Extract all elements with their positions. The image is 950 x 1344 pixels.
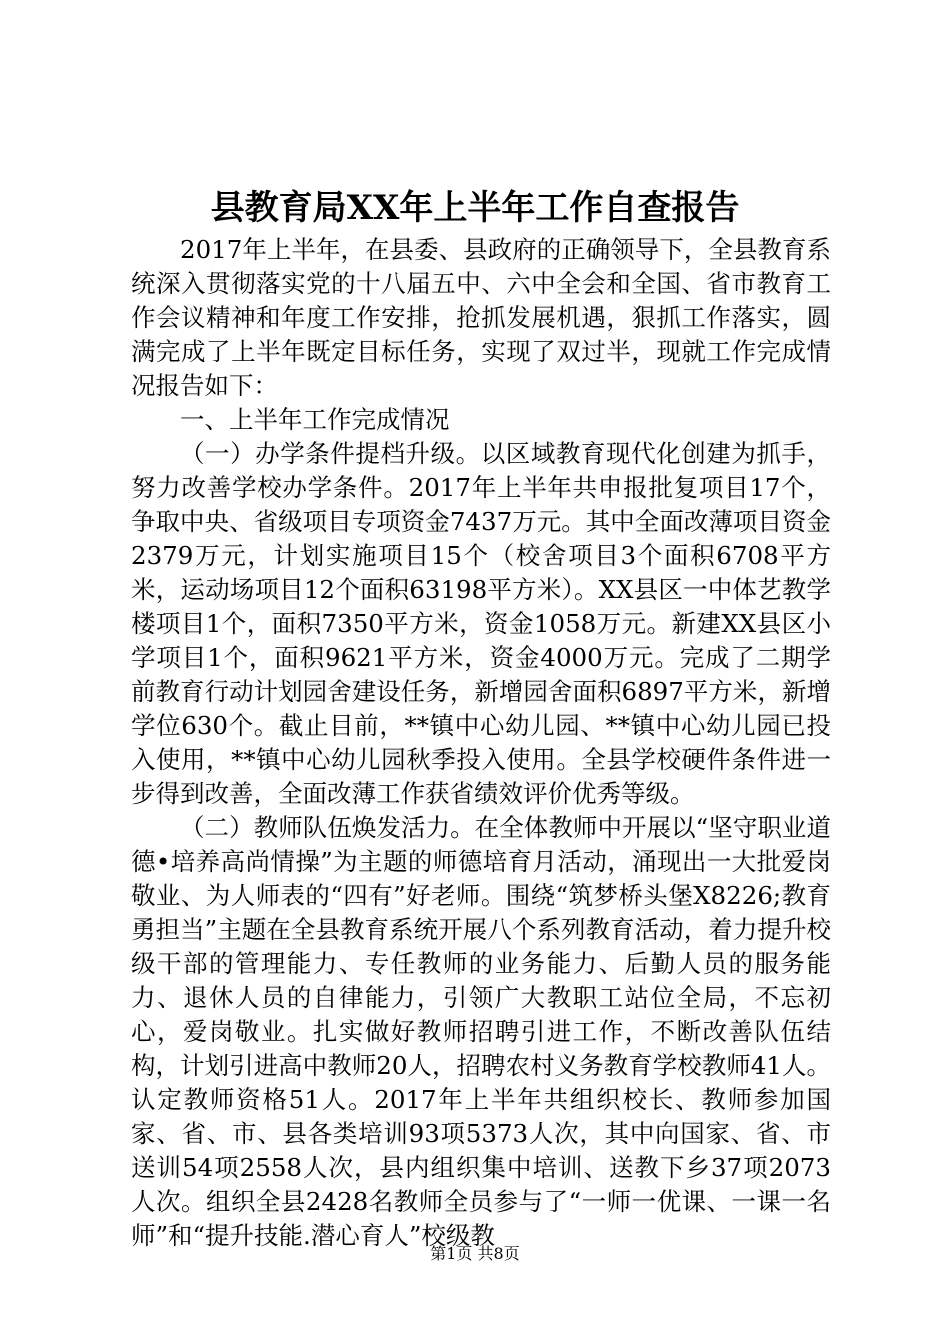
subsection-paragraph-1: （一）办学条件提档升级。以区域教育现代化创建为抓手，努力改善学校办学条件。2017年上半年共申报批复项目17个，争取中央、省级项目专项资金7437万元。其中全面改薄项目资金2379万元，计划实施项目15个（校舍项目3个面积6708平方米，运动场项目12个面积63198平方米）。XX县区一中体艺教学楼项目1个，面积7350平方米，资金1058万元。新建XX县区小学项目1个，面积9621平方米，资金4000万元。完成了二期学前教育行动计划园舍建设任务，新增园舍面积6897平方米，新增学位630个。截止目前，**镇中心幼儿园、**镇中心幼儿园已投入使用，**镇中心幼儿园秋季投入使用。全县学校硬件条件进一步得到改善，全面改薄工作获省绩效评价优秀等级。 bbox=[131, 439, 831, 808]
document-body bbox=[131, 233, 831, 1253]
page-number-footer: 第1页 共8页 bbox=[430, 1244, 520, 1263]
subsection-paragraph-2: （二）教师队伍焕发活力。在全体教师中开展以“坚守职业道德•培养高尚情操”为主题的师德培育月活动，涌现出一大批爱岗敬业、为人师表的“四有”好老师。围绕“筑梦桥头堡X8226;教育勇担当”主题在全县教育系统开展八个系列教育活动，着力提升校级干部的管理能力、专任教师的业务能力、后勤人员的服务能力、退休人员的自律能力，引领广大教职工站位全局，不忘初心，爱岗敬业。扎实做好教师招聘引进工作，不断改善队伍结构，计划引进高中教师20人，招聘农村义务教育学校教师41人。认定教师资格51人。2017年上半年共组织校长、教师参加国家、省、市、县各类培训93项5373人次，其中向国家、省、市送训54项2558人次，县内组织集中培训、送教下乡37项2073人次。组织全县2428名教师全员参与了“一师一优课、一课一名师”和“提升技能.潜心育人”校级教 bbox=[131, 813, 831, 1250]
document-title: 县教育局XX年上半年工作自查报告 bbox=[210, 188, 740, 228]
intro-paragraph: 2017年上半年，在县委、县政府的正确领导下，全县教育系统深入贯彻落实党的十八届五中、六中全会和全国、省市教育工作会议精神和年度工作安排，抢抓发展机遇，狠抓工作落实，圆满完成了上半年既定目标任务，实现了双过半，现就工作完成情况报告如下： bbox=[131, 235, 831, 400]
section-heading: 一、上半年工作完成情况 bbox=[180, 405, 450, 434]
